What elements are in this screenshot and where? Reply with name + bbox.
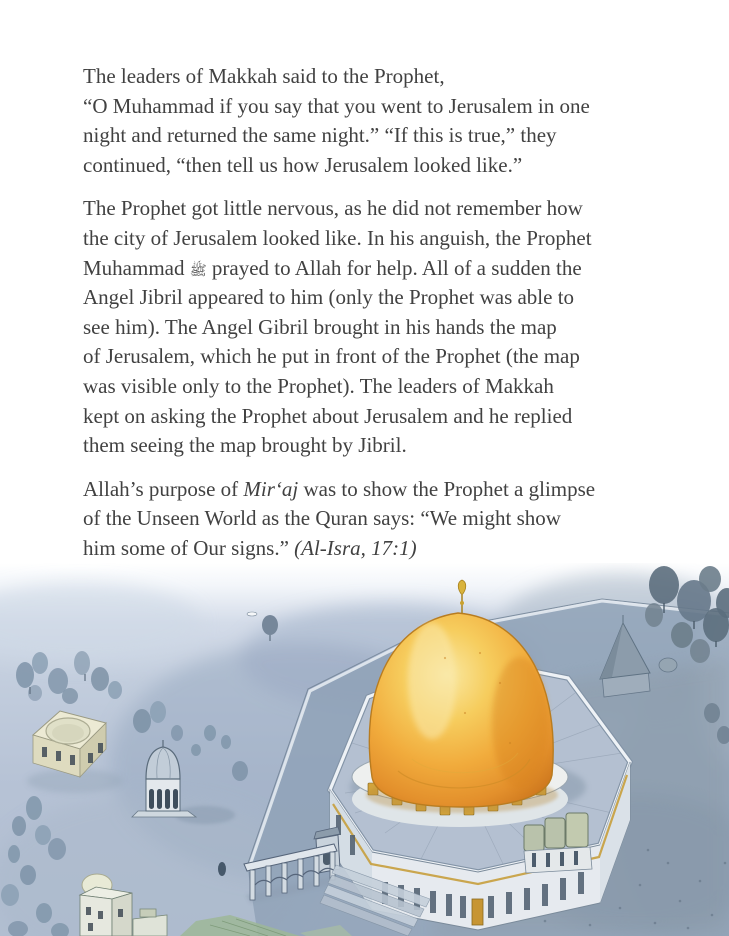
- text-line: Muhammad ﷺ prayed to Allah for help. All of a sudden the: [83, 255, 582, 280]
- text-line: night and returned the same night.” “If this is true,” they: [83, 123, 557, 148]
- text-line: The Prophet got little nervous, as he did not remember how: [83, 196, 583, 221]
- text-line: The leaders of Makkah said to the Prophet,: [83, 64, 445, 88]
- paragraph: [83, 475, 665, 564]
- text-line: them seeing the map brought by Jibril.: [83, 433, 407, 458]
- text-line: continued, “then tell us how Jerusalem looked like.”: [83, 152, 523, 177]
- paragraph: [83, 194, 665, 460]
- text-line: him some of Our signs.” (Al-Isra, 17:1): [83, 535, 417, 560]
- text-line: of Jerusalem, which he put in front of the Prophet (the map: [83, 344, 580, 369]
- text-line: see him). The Angel Gibril brought in his hands the map: [83, 314, 557, 339]
- text-line: of the Unseen World as the Quran says: “We might show: [83, 506, 561, 531]
- illustration-dome-of-the-rock: [0, 563, 729, 936]
- text-line: Angel Jibril appeared to him (only the Prophet was able to: [83, 285, 575, 310]
- text-line: was visible only to the Prophet). The leaders of Makkah: [83, 373, 554, 398]
- text-line: kept on asking the Prophet about Jerusalem and he replied: [83, 403, 573, 428]
- text-line: the city of Jerusalem looked like. In his anguish, the Prophet: [83, 225, 592, 250]
- text-line: Allah’s purpose of Mir‘aj was to show the Prophet a glimpse: [83, 476, 596, 501]
- text-block: [83, 62, 665, 578]
- text-line: “O Muhammad if you say that you went to Jerusalem in one: [83, 93, 590, 118]
- entrance-door: [472, 899, 483, 925]
- paragraph: [83, 62, 665, 180]
